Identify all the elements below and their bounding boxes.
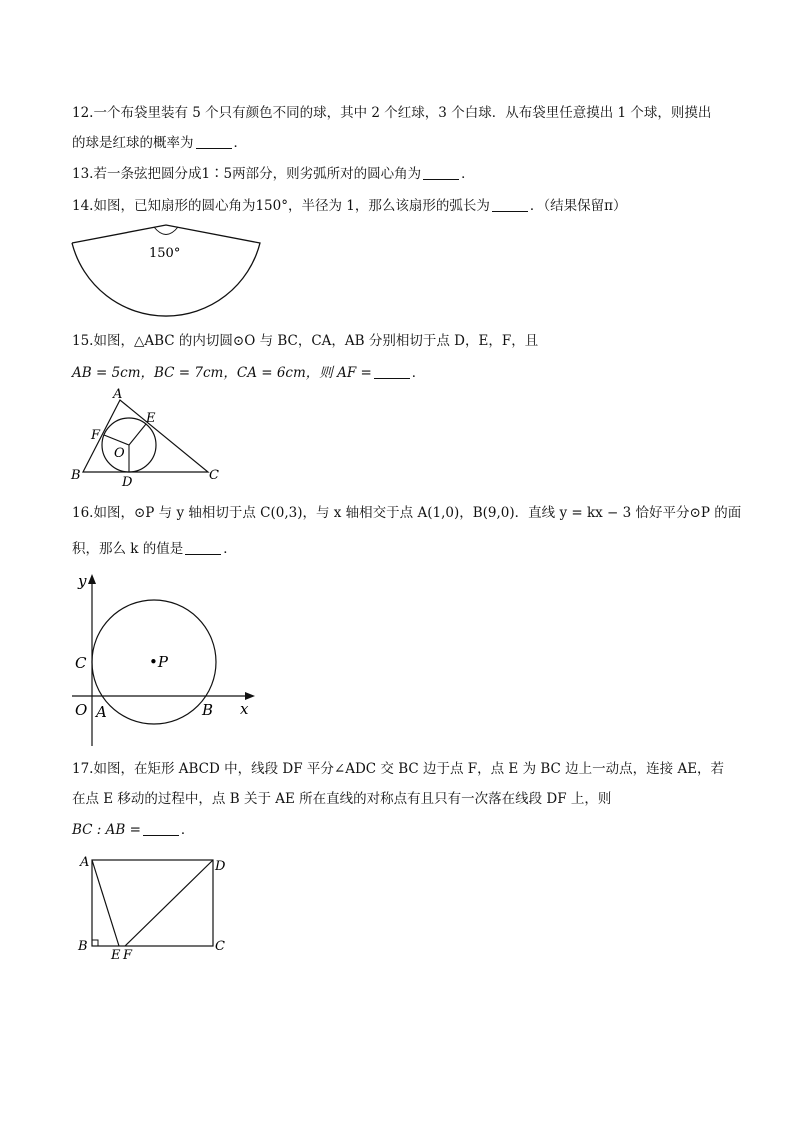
q16-line-1 — [72, 504, 741, 522]
q12-text-1: 12.一个布袋里装有 5 个只有颜色不同的球，其中 2 个红球，3 个白球．从布袋里任意摸出 1 个球，则摸出 — [72, 105, 712, 121]
angle-label: 150° — [149, 246, 181, 261]
label-b: B — [202, 701, 214, 719]
q12-text-2: 的球是红球的概率为 — [72, 135, 194, 151]
label-b: B — [71, 468, 81, 483]
q17-text-3-end: ． — [180, 822, 195, 838]
q16-text-2: 积，那么 k 的值是 — [72, 541, 184, 557]
q15-line-1 — [72, 332, 538, 350]
q15-text-1: 15.如图，△ABC 的内切圆⊙O 与 BC，CA，AB 分别相切于点 D，E，F，且 — [72, 333, 539, 349]
label-c: C — [209, 468, 219, 483]
sector-arc — [72, 225, 260, 316]
angle-mark — [154, 227, 178, 235]
q14-text-end: ．（结果保留π） — [529, 198, 627, 214]
q16-answer-blank[interactable] — [185, 540, 221, 555]
q12-line-2 — [72, 134, 247, 152]
q17-line-3 — [72, 821, 194, 839]
label-f: F — [123, 948, 133, 962]
q17-line-2 — [72, 790, 611, 808]
label-c: C — [75, 654, 87, 672]
q14-line — [72, 197, 627, 215]
label-a: A — [113, 387, 123, 402]
label-o: O — [114, 446, 125, 461]
rectangle-figure — [72, 850, 242, 962]
q16-line-2 — [72, 540, 237, 558]
q13-text-end: ． — [461, 166, 475, 182]
y-axis-arrow — [88, 574, 96, 584]
label-x: x — [240, 700, 249, 718]
label-a: A — [96, 703, 107, 721]
coordinate-figure — [66, 570, 266, 750]
q14-text: 14.如图，已知扇形的圆心角为150°，半径为 1，那么该扇形的弧长为 — [72, 198, 490, 214]
incircle-figure — [66, 384, 236, 488]
radius-of — [104, 435, 129, 445]
label-e: E — [111, 948, 121, 962]
sector-figure — [66, 222, 306, 326]
radius-oe — [129, 424, 146, 445]
q12-answer-blank[interactable] — [196, 134, 232, 149]
q15-answer-blank[interactable] — [374, 364, 410, 379]
q15-line-2 — [72, 364, 425, 382]
right-angle-mark — [92, 940, 98, 946]
q16-text-2-end: ． — [223, 541, 237, 557]
label-y: y — [78, 572, 87, 590]
segment-ae — [92, 860, 119, 946]
q17-text-2: 在点 E 移动的过程中，点 B 关于 AE 所在直线的对称点有且只有一次落在线段 DF 上，则 — [72, 791, 612, 807]
label-o: O — [75, 701, 88, 719]
q17-text-1: 17.如图，在矩形 ABCD 中，线段 DF 平分∠ADC 交 BC 边于点 F，点 E 为 BC 边上一动点，连接 AE，若 — [72, 761, 725, 777]
label-a: A — [80, 855, 90, 870]
x-axis-arrow — [245, 692, 255, 700]
label-b: B — [78, 939, 88, 954]
q15-text-2: AB = 5cm，BC = 7cm，CA = 6cm，则 AF = — [72, 365, 372, 381]
q13-answer-blank[interactable] — [423, 165, 459, 180]
q17-line-1 — [72, 760, 724, 778]
segment-df — [125, 860, 213, 946]
q16-text-1: 16.如图，⊙P 与 y 轴相切于点 C(0,3)，与 x 轴相交于点 A(1,0)，B(9,0)．直线 y = kx − 3 恰好平分⊙P 的面 — [72, 505, 742, 521]
label-c: C — [215, 939, 225, 954]
q13-text: 13.若一条弦把圆分成1∶5两部分，则劣弧所对的圆心角为 — [72, 166, 422, 182]
q13-line — [72, 165, 475, 183]
label-p: •P — [149, 653, 168, 671]
q12-line-1 — [72, 104, 711, 122]
q17-text-3: BC : AB = — [72, 822, 141, 838]
label-f: F — [91, 428, 101, 443]
q17-answer-blank[interactable] — [143, 821, 179, 836]
q12-text-2-end: ． — [233, 135, 247, 151]
label-d: D — [215, 859, 226, 874]
rectangle-abcd — [92, 860, 213, 946]
label-d: D — [122, 475, 133, 488]
q15-text-2-end: ． — [411, 365, 426, 381]
label-e: E — [146, 411, 156, 426]
q14-answer-blank[interactable] — [492, 197, 528, 212]
